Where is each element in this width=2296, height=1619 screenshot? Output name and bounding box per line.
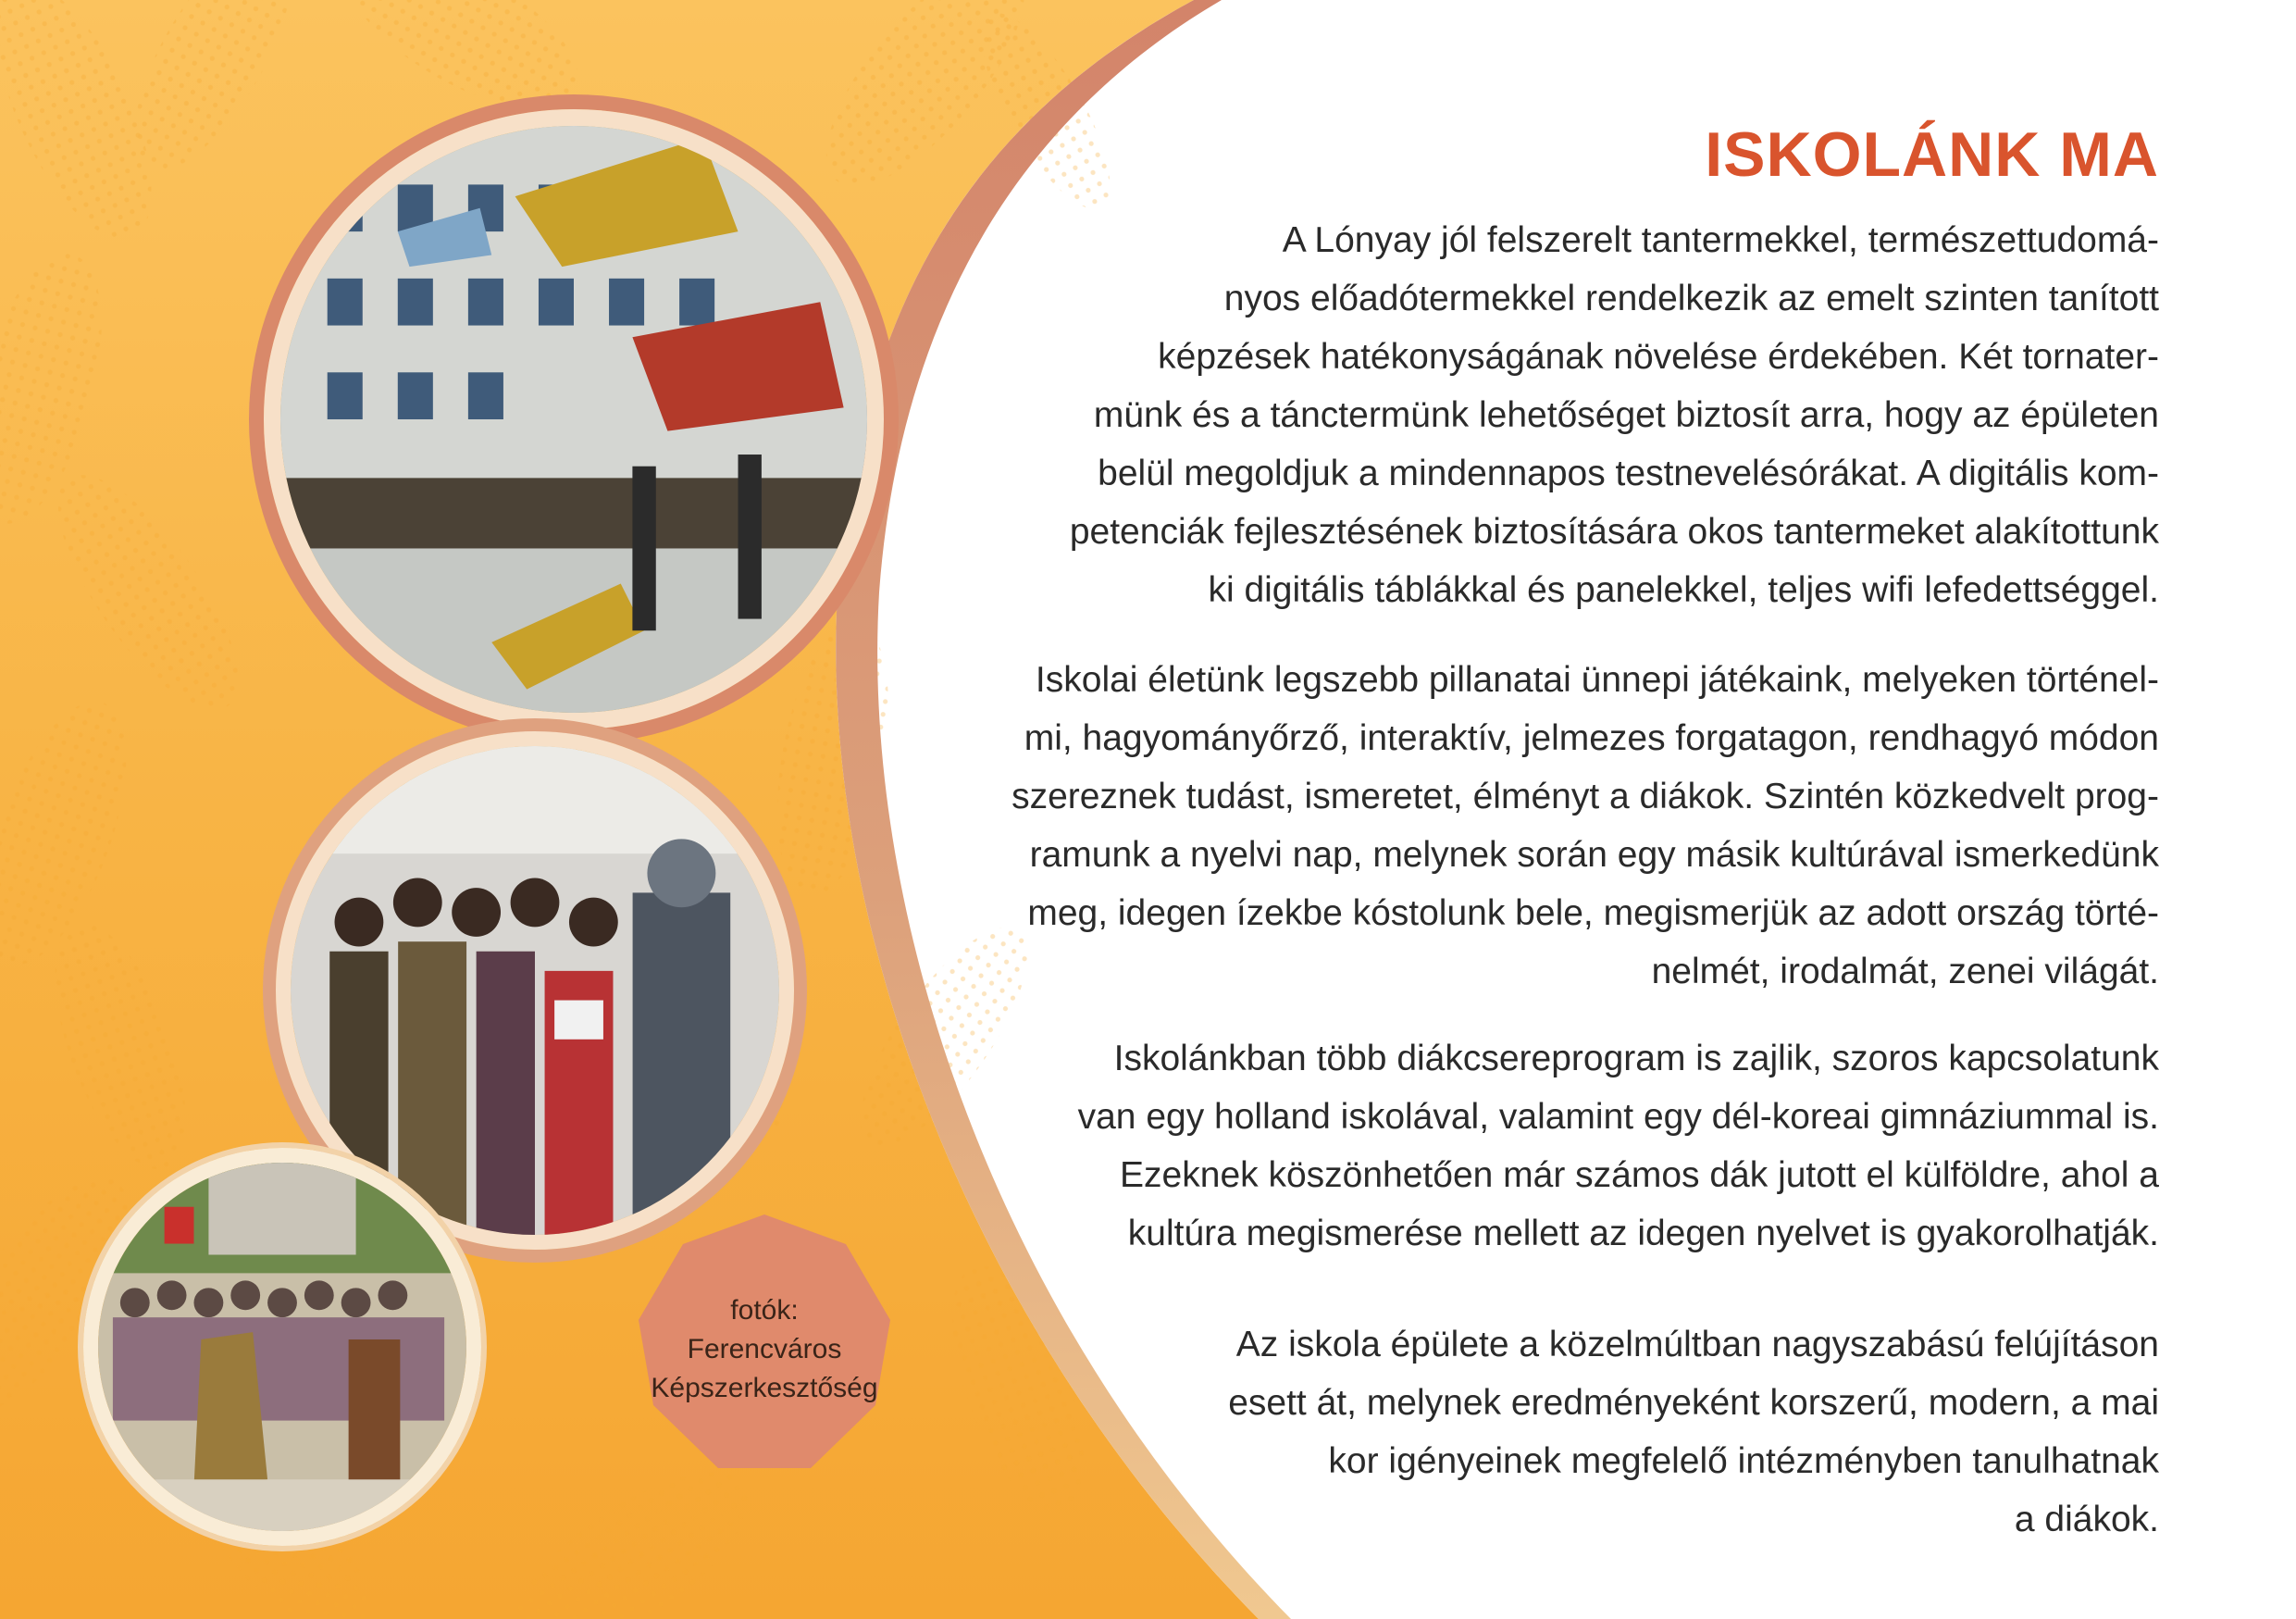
costumed-students-knight-photo-icon: [291, 746, 779, 1235]
paragraph-renovation: Az iskola épülete a közelmúltban nagyszabású felújításon esett át, melynek eredményeként korszerű, modern, a mai kor igényeinek megfelelő intézményben tanulhatnak a diákok.: [1228, 1325, 2159, 1539]
photo-credit-badge: [626, 1211, 903, 1488]
page-title: ISKOLÁNK MA: [1705, 119, 2159, 190]
paragraph-exchange-programs: Iskolánkban több diákcsereprogram is zajlik, szoros kapcsolatunk van egy holland iskolával, valamint egy dél-koreai gimnáziummal is. Ezeknek köszönhetően már számos dák jutott el külföldre, ahol a kultúra megismerése mellett az idegen nyelvet is gyakorolhatják.: [1077, 1039, 2159, 1253]
flag-throwers-photo-icon: [280, 126, 867, 713]
photo-credit-text: fotók: Ferencváros Képszerkesztőség: [651, 1295, 878, 1403]
paragraph-facilities: A Lónyay jól felszerelt tantermekkel, természettudomá- nyos előadótermekkel rendelkezik az emelt szinten tanított képzések hatékonyságának növelése érdekében. Két tornater- münk és a tánctermünk lehetőséget biztosít arra, hogy az épületen belül megoldjuk a mindennapos testnevelésórákat. A digitális kom- petenciák fejlesztésének biztosítására okos tantermeket alakítottunk ki digitális táblákkal és panelekkel, teljes wifi lefedettséggel.: [1069, 220, 2159, 610]
photo-medieval-fight: [83, 1148, 481, 1546]
photo-flag-throwers: [264, 109, 884, 729]
medieval-fight-show-photo-icon: [98, 1163, 466, 1531]
paragraph-school-life: Iskolai életünk legszebb pillanatai ünnepi játékaink, melyeken történel- mi, hagyományőrző, interaktív, jelmezes forgatagon, rendhagyó módon szereznek tudást, ismeretet, élményt a diákok. Szintén közkedvelt prog- ramunk a nyelvi nap, melynek során egy másik kultúrával ismerkedünk meg, idegen ízekbe kóstolunk bele, megismerjük az adott ország törté- nelmét, irodalmát, zenei világát.: [1011, 660, 2159, 991]
